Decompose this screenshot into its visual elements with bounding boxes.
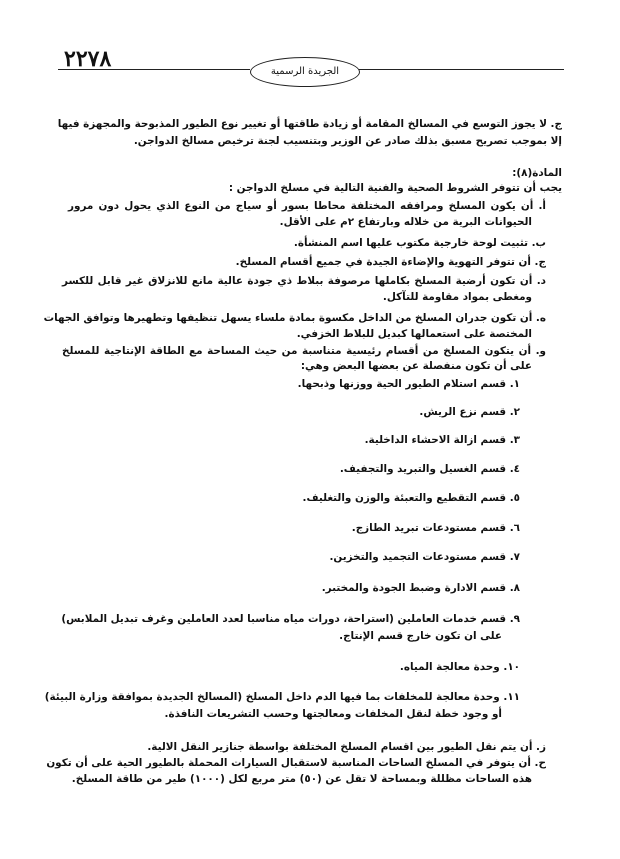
condition-d-line2: ومغطى بمواد مقاومة للتآكل. [382, 291, 532, 303]
para-j-line2: إلا بموجب تصريح مسبق بذلك صادر عن الوزير وبتنسيب لجنة ترخيص مسالخ الدواجن. [133, 135, 562, 147]
section-item: ٨. قسم الادارة وضبط الجودة والمختبر. [321, 582, 520, 594]
section-item: ٧. قسم مستودعات التجميد والتخزين. [329, 551, 520, 563]
condition-b: ب. تثبيت لوحة خارجية مكتوب عليها اسم المنشأة. [293, 237, 546, 249]
condition-h-line2: المختصة على استعمالها كبديل للبلاط الخزفي. [296, 328, 532, 340]
section-item-line2: على ان تكون خارج قسم الإنتاج. [339, 630, 502, 642]
section-item: ٤. قسم الغسيل والتبريد والتجفيف. [339, 463, 520, 475]
section-item: ١. قسم استلام الطيور الحية ووزنها وذبحها. [297, 378, 520, 390]
header-rule-left [58, 69, 250, 70]
condition-z: ز. أن يتم نقل الطيور بين اقسام المسلخ المختلفة بواسطة جنازير النقل الالية. [147, 741, 546, 753]
gazette-name-oval: الجريدة الرسمية [250, 57, 360, 87]
condition-a-line2: الحيوانات البرية من خلاله وبارتفاع ٢م على الأقل. [279, 216, 532, 228]
section-item: ٦. قسم مستودعات تبريد الطازج. [351, 522, 520, 534]
condition-ha-line2: هذه الساحات مظللة وبمساحة لا تقل عن (٥٠) متر مربع لكل (١٠٠٠) طير من طاقة المسلخ. [71, 773, 532, 785]
section-item: ١٠. وحدة معالجة المياه. [399, 661, 520, 673]
section-item-line2: أو وجود خطة لنقل المخلفات ومعالجتها وحسب التشريعات النافذة. [164, 708, 502, 720]
condition-w-line2: على أن تكون منفصلة عن بعضها البعض وهي: [300, 360, 532, 372]
section-item-line1: ١١. وحدة معالجة للمخلفات بما فيها الدم داخل المسلخ (المسالخ الجديدة بموافقة وزارة البيئة) [44, 691, 520, 703]
condition-h-line1: ه. أن تكون جدران المسلخ من الداخل مكسوة بمادة ملساء يسهل تنظيفها وتطهيرها وتوافق الجهات [43, 312, 546, 324]
section-item-line1: ٩. قسم خدمات العاملين (استراحة، دورات مياه مناسبا لعدد العاملين وغرف تبديل الملابس) [61, 613, 520, 625]
header-rule-right [358, 69, 564, 70]
para-j-line1: ج. لا يجوز التوسع في المسالخ المقامة أو زيادة طاقتها أو تغيير نوع الطيور المذبوحة والمجهزة فيها [57, 118, 562, 130]
condition-d-line1: د. أن تكون أرضية المسلخ بكاملها مرصوفة ببلاط ذي جودة عالية مانع للانزلاق غير قابل للكسر [62, 275, 546, 287]
article-intro: يجب أن تتوفر الشروط الصحية والفنية التالية في مسلخ الدواجن : [228, 182, 562, 194]
article-title: المادة(٨): [512, 167, 562, 179]
page-number: ٢٢٧٨ [64, 46, 112, 72]
condition-c: ج. أن تتوفر التهوية والإضاءة الجيدة في جميع أقسام المسلخ. [235, 256, 546, 268]
condition-w-line1: و. أن يتكون المسلخ من أقسام رئيسية متناسبة من حيث المساحة مع الطاقة الإنتاجية للمسلخ [62, 345, 546, 357]
section-item: ٢. قسم نزع الريش. [419, 406, 520, 418]
condition-a-line1: أ. أن يكون المسلخ ومرافقه المختلفة محاطا بسور أو سياج من النوع الذي يحول دون مرور [68, 200, 546, 212]
section-item: ٥. قسم التقطيع والتعبئة والوزن والتغليف. [302, 492, 520, 504]
condition-ha-line1: ح. أن يتوفر في المسلخ الساحات المناسبة لاستقبال السيارات المحملة بالطيور الحية على أن تكون [46, 757, 546, 769]
section-item: ٣. قسم ازالة الاحشاء الداخلية. [364, 434, 520, 446]
